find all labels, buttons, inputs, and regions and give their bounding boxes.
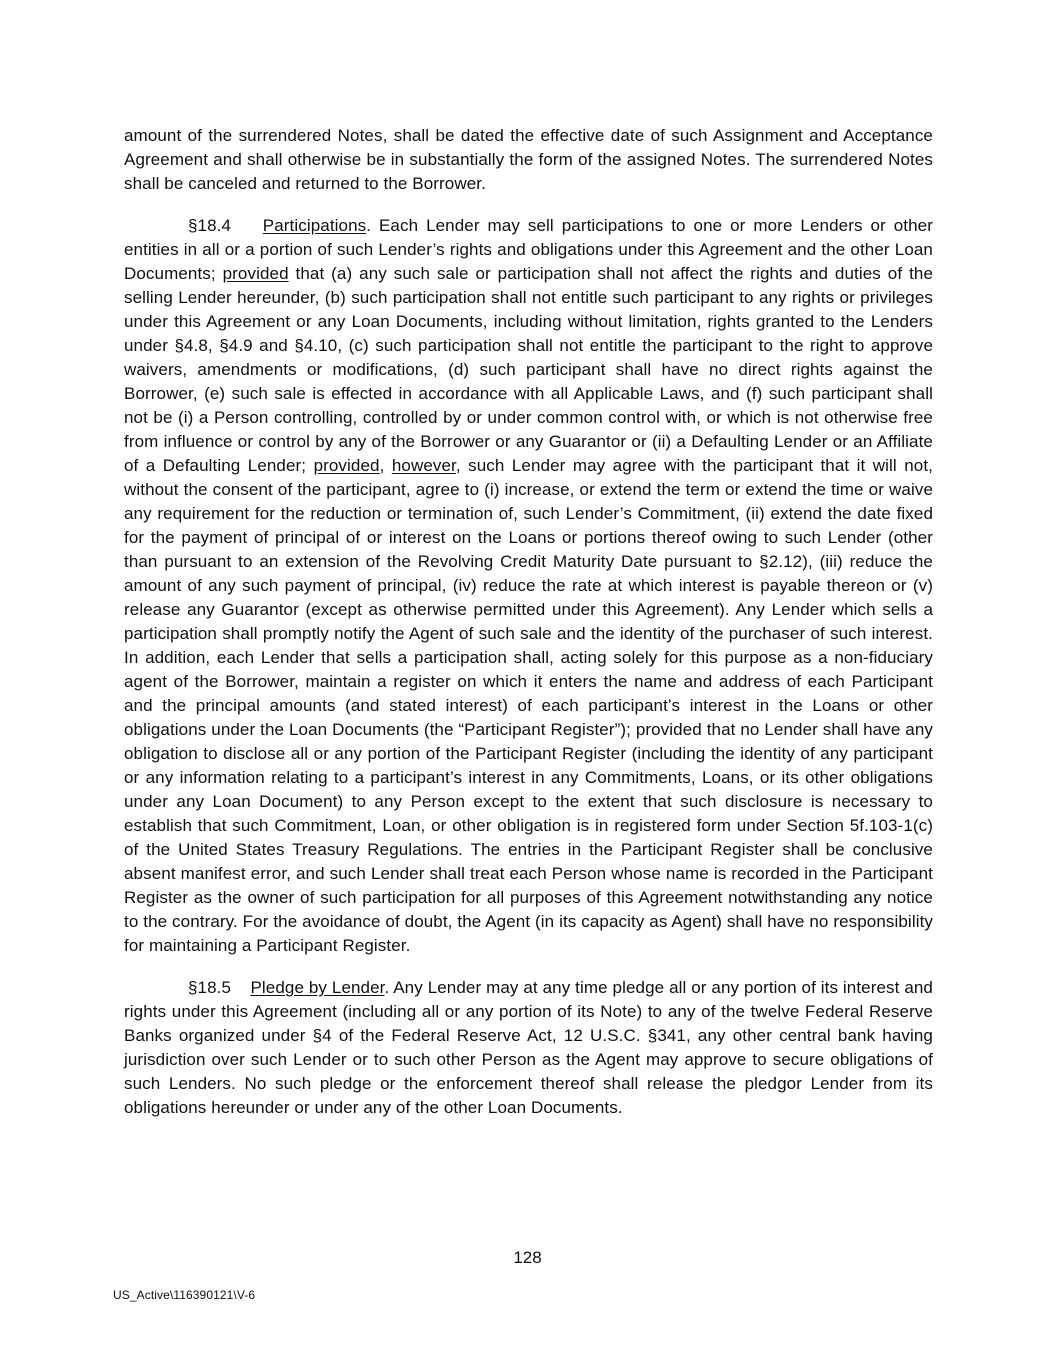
underlined-phrase: provided: [313, 456, 380, 475]
text-run: . Each Lender may sell participations to one or more Lenders or other entities in all or a portion of such Lender’s rights and obligations under this Agreement and the other Loan Documents;: [124, 216, 933, 283]
document-body: [124, 124, 933, 1138]
text-run: §18.5: [188, 978, 251, 997]
text-run: , such Lender may agree with the participant that it will not, without the consent of the participant, agree to (i) increase, or extend the term or extend the time or waive any requirement for the reduction or termination of, such Lender’s Commitment, (ii) extend the date fixed for the payment of principal of or interest on the Loans or portions thereof owing to such Lender (other than pursuant to an extension of the Revolving Credit Maturity Date pursuant to §2.12), (iii) reduce the amount of any such payment of principal, (iv) reduce the rate at which interest is payable thereon or (v) release any Guarantor (except as otherwise permitted under this Agreement). Any Lender which sells a participation shall promptly notify the Agent of such sale and the identity of the purchaser of such interest. In addition, each Lender that sells a participation shall, acting solely for this purpose as a non-fiduciary agent of the Borrower, maintain a register on which it enters the name and address of each Participant and the principal amounts (and stated interest) of each participant’s interest in the Loans or other obligations under the Loan Documents (the “Participant Register”); provided that no Lender shall have any obligation to disclose all or any portion of the Participant Register (including the identity of any participant or any information relating to a participant’s interest in any Commitments, Loans, or its other obligations under any Loan Document) to any Person except to the extent that such disclosure is necessary to establish that such Commitment, Loan, or other obligation is in registered form under Section 5f.103-1(c) of the United States Treasury Regulations. The entries in the Participant Register shall be conclusive absent manifest error, and such Lender shall treat each Person whose name is recorded in the Participant Register as the owner of such participation for all purposes of this Agreement notwithstanding any notice to the contrary. For the avoidance of doubt, the Agent (in its capacity as Agent) shall have no responsibility for maintaining a Participant Register.: [124, 456, 933, 955]
notes-continuation-paragraph: [124, 124, 933, 196]
underlined-phrase: Pledge by Lender: [250, 978, 385, 997]
underlined-phrase: Participations: [262, 216, 367, 235]
text-run: ,: [379, 456, 392, 475]
section-18-5-pledge-by-lender: [124, 976, 933, 1120]
section-18-4-participations: [124, 214, 933, 958]
underlined-phrase: however: [391, 456, 456, 475]
text-run: §18.4: [188, 216, 263, 235]
underlined-phrase: provided: [222, 264, 289, 283]
document-id-footer: US_Active\116390121\V-6: [113, 1288, 256, 1302]
page-number: 128: [513, 1248, 542, 1267]
text-run: that (a) any such sale or participation shall not affect the rights and duties of the selling Lender hereunder, (b) such participation shall not entitle such participant to any rights or privileges under this Agreement or any Loan Documents, including without limitation, rights granted to the Lenders under §4.8, §4.9 and §4.10, (c) such participation shall not entitle the participant to the right to approve waivers, amendments or modifications, (d) such participant shall have no direct rights against the Borrower, (e) such sale is effected in accordance with all Applicable Laws, and (f) such participant shall not be (i) a Person controlling, controlled by or under common control with, or which is not otherwise free from influence or control by any of the Borrower or any Guarantor or (ii) a Defaulting Lender or an Affiliate of a Defaulting Lender;: [124, 264, 933, 475]
text-run: amount of the surrendered Notes, shall be dated the effective date of such Assignment and Acceptance Agreement and shall otherwise be in substantially the form of the assigned Notes. The surrendered Notes shall be canceled and returned to the Borrower.: [124, 126, 933, 193]
text-run: . Any Lender may at any time pledge all or any portion of its interest and rights under this Agreement (including all or any portion of its Note) to any of the twelve Federal Reserve Banks organized under §4 of the Federal Reserve Act, 12 U.S.C. §341, any other central bank having jurisdiction over such Lender or to such other Person as the Agent may approve to secure obligations of such Lenders. No such pledge or the enforcement thereof shall release the pledgor Lender from its obligations hereunder or under any of the other Loan Documents.: [124, 978, 933, 1117]
